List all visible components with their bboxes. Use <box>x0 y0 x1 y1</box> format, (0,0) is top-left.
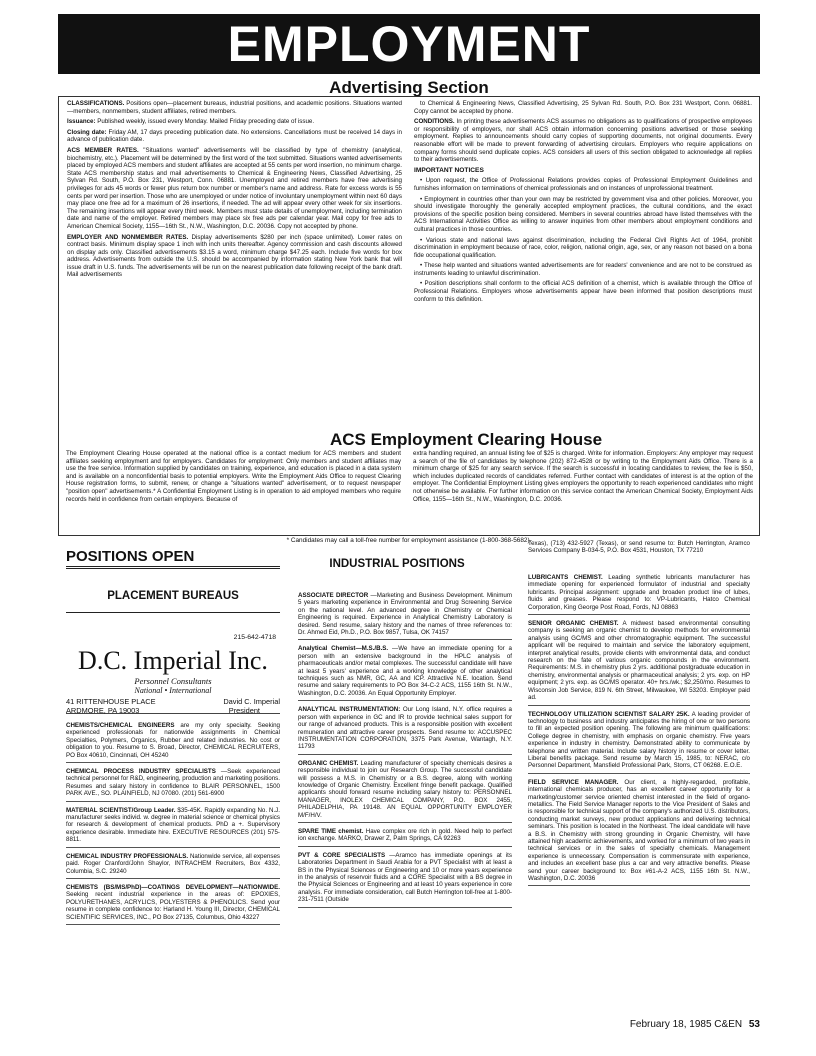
positions-open-title: POSITIONS OPEN <box>66 548 195 565</box>
advertising-text: • Position descriptions shall conform to the official ACS definition of a chemist, which is available through the Office of Professional Relations. Employers whose advertisements appear have been informed that position descriptions must conform to this definition. <box>414 280 752 303</box>
classified-ad <box>66 884 280 925</box>
advertising-heading: CONDITIONS. <box>414 118 455 126</box>
ad-text: —We have an immediate opening for a person with an extensive background in the HPLC analysis of pharmaceuticals and/or metal complexes. The successful candidate will have at least 5 years' experience and a working knowledge of other analytical techniques such as NMR, GC, AA and ICP. Attractive N.E. location. Send resume and salary requirements to PO Box 34-C-2 ACS, 1155 16th St. N.W., Washington, D.C. 20036. An Equal Opportunity Employer. <box>298 645 512 697</box>
employment-banner: EMPLOYMENT <box>58 14 760 74</box>
placement-bureaus-title: PLACEMENT BUREAUS <box>107 590 239 602</box>
ad-text: —Seek experienced technical personnel for R&D, engineering, production and marketing positions. Resumes and salary history in confidence to BLAIR PERSONNEL, 1500 PARK AVE., SO. PLAINFIELD, NJ 07080. (201) 561-6900 <box>66 768 280 798</box>
ad-heading: ANALYTICAL INSTRUMENTATION: <box>298 706 401 714</box>
ad-heading: Analytical Chemist—M.S./B.S. <box>298 645 389 653</box>
classified-ad <box>298 592 512 640</box>
advertising-paragraph <box>67 100 402 115</box>
ad-text: Leading manufacturer of specialty chemicals desires a responsible individual to join our Research Group. The successful candidate will possess a M.S. in Chemistry or a B.S. degree, along with working knowledge of Organic Chemistry. Excellent fringe benefit package. Qualified applicants should forward resume including salary history to: PERSONNEL MANAGER, INOLEX CHEMICAL COMPANY, P.O. BOX 2455, PHILADELPHIA, PA 19148. AN EQUAL OPPORTUNITY EMPLOYER M/F/H/V. <box>298 759 512 819</box>
ad-heading: CHEMICAL PROCESS INDUSTRY SPECIALISTS <box>66 768 216 776</box>
advertising-text: • These help wanted and situations wanted advertisements are for readers' convenience and are not to be construed as instruments leading to unlawful discrimination. <box>414 262 752 277</box>
advertising-heading: Closing date: <box>67 128 107 136</box>
ad-heading: TECHNOLOGY UTILIZATION SCIENTIST SALARY 25K. <box>528 710 690 718</box>
advertising-text: Published weekly, issued every Monday. Mailed Friday preceding date of issue. <box>97 118 315 126</box>
clearing-left-text: The Employment Clearing House operated at the national office is a contact medium for ACS members and student affiliates seeking employment and for employers. Candidates for employment: Only members and student affiliates may use the free service. Information supplied by candidates on training, experience, and education is placed in a data system and is available on a nonconfidential basis to potential employers. Write the Employment Aids Office to request Clearing House registration forms, to submit, renew, or change a "situations wanted" advertisement, or to request newspaper "position open" advertisements.* A Confidential Employment Listing is in operation to aid employed members who require records held in confidence from certain employers. Because of <box>66 450 401 503</box>
classified-ad <box>528 620 750 705</box>
classified-ad <box>528 574 750 615</box>
dci-subtitle: Personnel Consultants <box>134 676 212 686</box>
aramco-continuation: Texas), (713) 432-5927 (Texas), or send resume to: Butch Herrington, Aramco Services Company B-034-5, P.O. Box 4531, Houston, TX 77210 <box>528 540 750 555</box>
ad-heading: CHEMICAL INDUSTRY PROFESSIONALS. <box>66 852 189 860</box>
advertising-section-title: Advertising Section <box>329 78 489 97</box>
advertising-heading: Issuance: <box>67 118 96 126</box>
page-footer <box>630 1019 760 1030</box>
clearing-right-text: extra handling required, an annual listing fee of $25 is charged. Write for information. Employers: Any employer may request a search of the file of candidates by telephone (202) 872-4528 or by writing to the Employment Aids Office. There is a minimum charge of $25 for any search service. If the search is successful in locating candidates to review, the fee is $50, which includes duplicated records of candidates referred. Further contact with candidates of interest is at the option of the employer. The Confidential Employment Listing gives employers the opportunity to reach experienced candidates who might not otherwise be available. For further information on this service contact the American Chemical Society, Employment Aids Office, 1155—16th St., N.W., Washington, D.C. 20036. <box>413 450 753 503</box>
classified-ad <box>66 768 280 802</box>
ad-heading: SENIOR ORGANIC CHEMIST. <box>528 620 619 628</box>
ad-heading: CHEMISTS (BS/MS/PhD)—COATINGS DEVELOPMENT—NATIONWIDE. <box>66 883 280 891</box>
advertising-paragraph <box>414 196 752 234</box>
advertising-text: Display advertisements $280 per inch (space unlimited). Lower rates on contract basis. Minimum display space 1 inch with inch units thereafter. Agency commission and cash discounts allowed on display ads only. Classified advertisements $3.15 a word, minimum charge $47.25 each. Include five words for box address. Advertisements from outside the U.S. should be accompanied by information stating New York bank that will issue draft in U.S. funds. The advertisements will be run on the nearest publication date following receipt of the bank draft. Mail advertisements <box>67 233 402 279</box>
advertising-paragraph <box>414 177 752 192</box>
dci-contact-title: President <box>228 706 260 715</box>
advertising-paragraph <box>67 118 402 126</box>
advertising-paragraph <box>414 100 752 115</box>
ad-text: —Marketing and Business Development. Minimum 5 years marketing experience in Environmental and Drug Screening Service on the national level. An advanced degree in Chemistry or Chemical Engineering is required. Experience in Analytical Chemistry Laboratory is desired. Send resume, salary history and the names of three references to: Dr. Ahmed Eid, Ph.D., P.O. Box 9857, Tulsa, OK 74157 <box>298 592 512 637</box>
advertising-paragraph <box>414 167 752 175</box>
ad-heading: FIELD SERVICE MANAGER. <box>528 778 619 786</box>
ad-heading: MATERIAL SCIENTIST/Group Leader. <box>66 806 176 814</box>
advertising-paragraph <box>414 237 752 260</box>
ad-text: Nationwide service, all expenses paid. Roger Cranford/John Shaylor, INTRACHEM Recruiters, Box 4332, Columbia, S.C. 29240 <box>66 852 280 875</box>
ad-text: Our client, a highly-regarded, profitable, international chemicals producer, has an excellent career opportunity for a marketing/customer service oriented chemist interested in the field of organo-metallics. The Field Service Manager reports to the Vice President of Sales and is responsible for technical support of the company's authorized U.S. distributors, conducting market surveys, new product applications and delivering technical seminars. This position is located in the Northeast. The ideal candidate will have a B.S. in Chemistry with strong grounding in Organic Chemistry, will have attained high academic achievements, and worked for a minimum of two years in technical services or in the sales of specialty chemicals. Management experience is unnecessary. Compensation is commensurate with experience, and includes an excellent base plus a car and very attractive benefits. Please send your career background to: Box #61-A-2 ACS, 1155 16th St. N.W., Washington, D.C. 20036 <box>528 778 750 883</box>
ad-heading: PVT & CORE SPECIALISTS <box>298 851 386 859</box>
placement-title-rule <box>66 612 280 613</box>
ad-text: are my only specialty. Seeking experienced professionals for nationwide assignments in Chemical Specialties, Polymers, Organics, Rubber and related industries. No cost or obligation to you. Resume to S. Broad, Director, CHEMICAL RECRUITERS, PO Box 40610, Cincinnati, OH 45240 <box>66 722 280 759</box>
clearing-footnote: * Candidates may call a toll-free number for employment assistance (1-800-368-5682). <box>58 537 760 544</box>
advertising-text: • Upon request, the Office of Professional Relations provides copies of Professional Employment Guidelines and furnishes information on terminations of chemical professionals and on instances of unprofessional treatment. <box>414 177 752 192</box>
classified-ad <box>66 853 280 879</box>
ad-text: Have complex ore rich in gold. Need help to perfect ion exchange. MARKO, Drawer Z, Palm Springs, CA 92263 <box>298 827 512 843</box>
ad-text: Leading synthetic lubricants manufacturer has immediate opening for experienced formulator of industrial and specialty lubricants. Principal assignment: upgrade and broaden product line of lubes, fluids and greases. Please respond to: VP-Lubricants, Hatco Chemical Corporation, King George Post Road, Fords, NJ 08863 <box>528 574 750 611</box>
positions-title-rule-2 <box>66 568 280 569</box>
classified-ad <box>66 722 280 763</box>
positions-title-rule <box>66 566 280 567</box>
advertising-text: • Various state and national laws against discrimination, including the Federal Civil Rights Act of 1964, prohibit discrimination in employment because of race, color, religion, national origin, age, sex, or any reason not based on a bona fide occupational qualification. <box>414 236 752 259</box>
ad-text: A midwest based environmental consulting company is seeking an organic chemist to develop methods for environmental analysis using GC/MS and other chromatographic equipment. The successful applicant will be required to maintain and service the laboratory equipment, interpret analytical results, provide clients with environmental data, and conduct research on the fate of various organic compounds in the environment. Requirements: M.S. in chemistry plus 2 yrs. additional postgraduate education in chemistry, environmental analysis or pharmaceutical analysis; 2 yrs. exp. on HP equipment; 2 yrs. exp. as GC/MS operator. 40+ hrs./wk.; $2,250/mo. Resumes to Wisconsin Job Service, 819 N. 6th Street, Milwaukee, WI 53203. Employer paid ad. <box>528 620 750 702</box>
advertising-text: Positions open—placement bureaus, industrial positions, and academic positions. Situations wanted—members, nonmembers, student affiliates, retired members. <box>67 100 402 115</box>
ad-text: Our Long Island, N.Y. office requires a person with experience in GC and IR to provide technical sales support for our range of advanced products. This is a responsible position with excellent remuneration and attractive career prospects. Send resume to: ACCUSPEC INSTRUMENTATION CORPORATION, 3375 Park Avenue, Wantagh, N.Y. 11793 <box>298 706 512 751</box>
ad-text: —Aramco has immediate openings at its Laboratories Department in Saudi Arabia for a PVT Specialist with at least a BS in the Physical Sciences or Engineering and 10 or more years experience in the analysis of reservoir fluids and a CORE Specialist with a BS degree in the Physical Sciences or Engineering and at least 10 years experience in core analysis. For immediate consideration, call Butch Herrington toll-free at 1-800-231-7511 (Outside <box>298 851 512 904</box>
page-number: 53 <box>748 1019 760 1030</box>
advertising-text: to Chemical & Engineering News, Classified Advertising, 25 Sylvan Rd. South, P.O. Box 231 Westport, Conn. 06881. Copy cannot be accepted by phone. <box>414 100 752 115</box>
placement-ads-column <box>66 722 280 1014</box>
advertising-text: Friday AM, 17 days preceding publication date. No extensions. Cancellations must be received 14 days in advance of publication date. <box>67 128 402 144</box>
classified-ad <box>298 645 512 701</box>
ad-heading: LUBRICANTS CHEMIST. <box>528 574 603 581</box>
ad-heading: CHEMISTS/CHEMICAL ENGINEERS <box>66 722 175 729</box>
classified-ad <box>298 828 512 847</box>
advertising-paragraph <box>414 262 752 277</box>
classified-ad <box>528 711 750 774</box>
industrial-positions-title: INDUSTRIAL POSITIONS <box>329 558 465 570</box>
classified-ad <box>298 852 512 908</box>
industrial-ads-column-1 <box>298 592 512 1014</box>
classified-ad <box>66 807 280 848</box>
classified-ad <box>298 706 512 754</box>
advertising-heading: CLASSIFICATIONS. <box>67 100 125 107</box>
advertising-text: • Employment in countries other than your own may be restricted by government visa and other policies. Moreover, you should investigate thoroughly the generally accepted employment practices, the cultural conditions, and the exact provisions of the specific position being considered. Members in several countries abroad have listed themselves with the ACS International Activities Office as willing to answer inquiries from other members about employment conditions and cultural practices in those countries. <box>414 195 752 233</box>
ad-text: A leading provider of technology to business and industry anticipates the hiring of one or two persons to fill an expected position opening. The following are minimum qualifications: College degree in chemistry, with emphasis on organic chemistry. Five years experience in industry in chemistry. Demonstrated ability to communicate by telephone and written material. Include salary history in resume or cover letter. Liberal benefits package. Send resume by March 15, 1985, to: NERAC, c/o Personnel Department, Mansfield Professional Park, Storrs, CT 06268. E.O.E. <box>528 710 750 770</box>
clearing-house-title: ACS Employment Clearing House <box>316 430 616 450</box>
ad-heading: ASSOCIATE DIRECTOR <box>298 592 369 599</box>
advertising-heading: IMPORTANT NOTICES <box>414 166 484 174</box>
ad-text: Seeking recent industrial experience in the areas of: EPOXIES, POLYURETHANES, ACRYLICS, POLYESTERS & PHENOLICS. Send your resume in complete confidence to: Harland H. Young III, Director, CHEMICAL SCIENTIFIC SERVICES, INC., PO Box 27135, Columbus, Ohio 43227 <box>66 891 280 921</box>
advertising-heading: ACS MEMBER RATES. <box>67 146 139 154</box>
ad-heading: ORGANIC CHEMIST. <box>298 759 359 767</box>
advertising-paragraph <box>67 234 402 280</box>
classified-ad <box>528 779 750 887</box>
dci-phone: 215-642-4718 <box>233 634 276 641</box>
ad-text: $35-45K. Rapidly expanding No. N.J. manufacturer seeks individ. w. degree in material science or chemical physics for research & development of chemical products. PhD a +. Supervisory experience desirable. Immediate hire. EXECUTIVE RESOURCES (201) 575-8811. <box>66 806 280 844</box>
advertising-text: In printing these advertisements ACS assumes no obligations as to qualifications of prospective employees or responsibility of employers, nor shall ACS obtain information concerning positions advertised or those seeking employment. Replies to announcements should carry copies of supporting documents, not original documents. Every reasonable effort will be made to prevent forwarding of advertising circulars. Employers who require applications on company forms should send duplicate copies. ACS considers all users of this section obligated to acknowledge all replies to their advertisements. <box>414 118 752 164</box>
dci-company-name: D.C. Imperial Inc. <box>78 646 268 675</box>
dci-address-line-2: ARDMORE, PA 19003 <box>66 706 140 715</box>
dci-subtitle-2: National • International <box>134 686 212 695</box>
dc-imperial-ad <box>66 634 280 714</box>
advertising-paragraph <box>414 118 752 164</box>
dci-address-line-1: 41 RITTENHOUSE PLACE <box>66 697 156 706</box>
advertising-paragraph <box>67 129 402 144</box>
advertising-heading: EMPLOYER AND NONMEMBER RATES. <box>67 233 189 241</box>
dci-contact-name: David C. Imperial <box>223 697 280 706</box>
industrial-ads-column-2 <box>528 574 750 1014</box>
classified-ad <box>298 760 512 823</box>
advertising-text: "Situations wanted" advertisements will be classified by type of chemistry (analytical, biochemistry, etc.). Placement will be determined by the first word of the text submitted. Situations wanted advertisements placed by employed ACS members and student affiliates are accepted at 55 cents per word insertion, no minimum charge. State ACS membership status and mail advertisements to Chemical & Engineering News, Classified Advertising, 25 Sylvan Rd. South, P.O. Box 231, Westport, Conn. 06881. Unemployed and retired members have free advertising privileges for ads 45 words or fewer plus return box number or member's name and address. Rate for excess words is 55 cents per word per insertion. Those who are unemployed or under notice of involuntary unemployment within next 60 days may place one free ad for a maximum of 26 insertions, if needed. The ad will appear every other week for six insertions. The remaining insertions will appear every third week. Members must state details of unemployment, including termination date and name of the employer. Retired members may place six free ads per calendar year. Mail copy for free ads to American Chemical Society, 1155—16th St., N.W., Washington, D.C. 20036. Copy not accepted by phone. <box>67 146 402 230</box>
issue-date: February 18, 1985 C&EN <box>629 1019 743 1030</box>
ad-heading: SPARE TIME chemist. <box>298 827 364 835</box>
advertising-paragraph <box>414 280 752 303</box>
advertising-paragraph <box>67 147 402 231</box>
